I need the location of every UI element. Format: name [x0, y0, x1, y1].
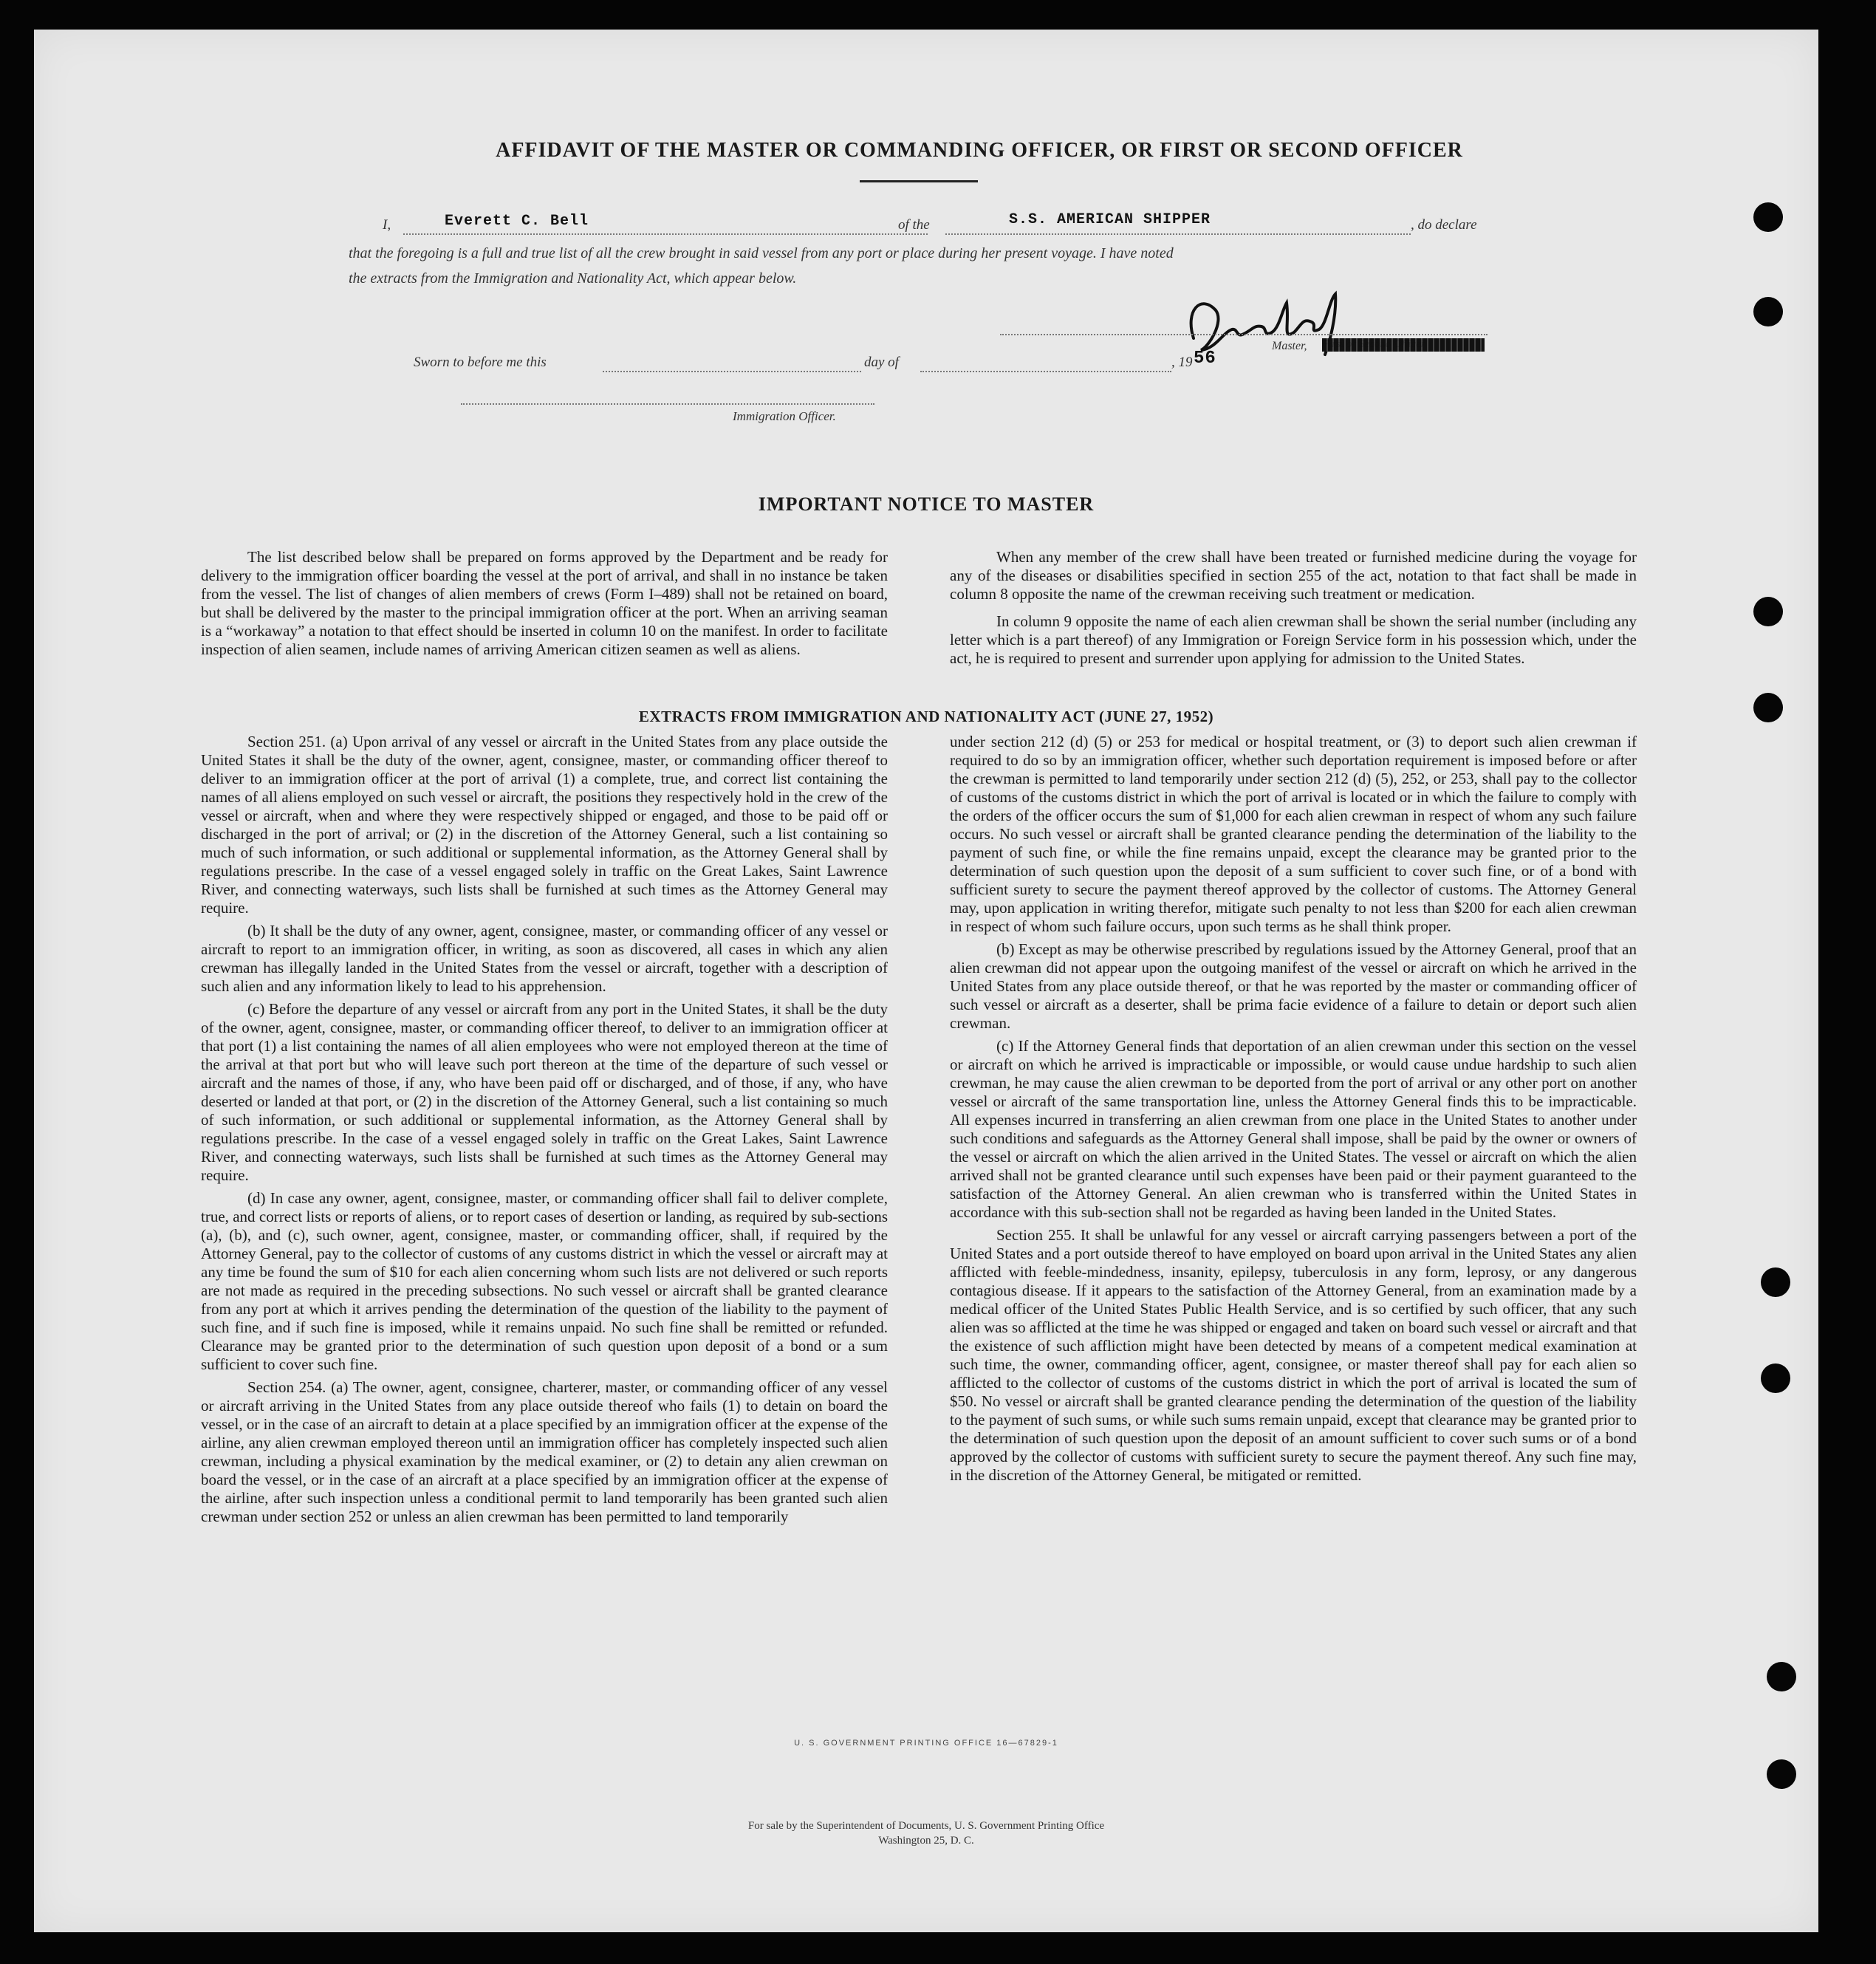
section-255: Section 255. It shall be unlawful for any vessel or aircraft carrying passengers between a port of the United States and a port outside thereof to have employed on board upon arrival in the United States any alien afflicted with feeble-mindedness, insanity, epilepsy, tuberculosis in any form, leprosy, or any dangerous contagious disease. If it appears to the satisfaction of the Attorney General, from an examination made by a medical officer of the United States Public Health Service, and is so certified by such officer, that any such alien was so afflicted at the time he was shipped or engaged and taken on board such vessel or aircraft and that the existence of such affliction might have been detected by means of a competent medical examination at such time, the owner, commanding officer, agent, consignee, or master thereof shall pay for each alien so afflicted to the collector of customs of the customs district in which the port of arrival is located the sum of $50. No vessel or aircraft shall be granted clearance pending the determination of the question of the liability to the payment of such sums, or while such sums remain unpaid, except that clearance may be granted prior to the determination of such question upon the deposit of an amount sufficient to cover such sums or of a bond approved by the collector of customs with sufficient surety to secure the payment thereof. Any such fine may, in the discretion of the Attorney General, be mitigated or remitted. [950, 1226, 1637, 1484]
notice-left-column [201, 548, 888, 659]
declaration-line-2: that the foregoing is a full and true list of all the crew brought in said vessel from any port or place during her present voyage. I have noted [349, 245, 1174, 261]
name-blank [403, 233, 928, 235]
punch-hole [1767, 1662, 1796, 1691]
notice-right-paragraph-1: When any member of the crew shall have been treated or furnished medicine during the voyage for any of the diseases or disabilities specified in section 255 of the act, notation to that fact shall be made in column 8 opposite the name of the crewman receiving such treatment or medication. [950, 548, 1637, 603]
of-the-label: of the [898, 217, 930, 233]
section-254a: Section 254. (a) The owner, agent, consignee, charterer, master, or commanding officer of any vessel or aircraft arriving in the United States from any place outside thereof who fails (1) to detain on board the vessel, or in the case of an aircraft to detain at a place specified by an immigration officer at the expense of the airline, any alien crewman employed thereon until an immigration officer has completely inspected such alien crewman, including a physical examination by the medical examiner, or (2) to detain any alien crewman on board the vessel, or in the case of an aircraft at a place specified by an immigration officer at the expense of the airline, after such inspection unless a conditional permit to land temporarily has been granted such alien crewman under section 252 or unless an alien crewman has been permitted to land temporarily [201, 1378, 888, 1525]
year-value: 56 [1194, 349, 1216, 369]
punch-hole [1753, 202, 1783, 232]
extracts-right-column [950, 733, 1637, 1485]
extracts-left-column [201, 733, 888, 1526]
vessel-name: S.S. AMERICAN SHIPPER [1009, 211, 1211, 228]
notice-right-paragraph-2: In column 9 opposite the name of each alien crewman shall be shown the serial number (including any letter which is a part thereof) of any Immigration or Foreign Service form in his possession which, under the act, he is required to present and surrender upon applying for admission to the United States. [950, 612, 1637, 667]
section-251d: (d) In case any owner, agent, consignee, master, or commanding officer shall fail to deliver complete, true, and correct lists or reports of aliens, or to report cases of desertion or landing, as required by sub-sections (a), (b), and (c), such owner, agent, consignee, master, or commanding officer, shall, if required by the Attorney General, pay to the collector of customs of any customs district in which the vessel or aircraft may at any time be found the sum of $10 for each alien concerning whom such lists are not delivered or such reports are not made as required in the preceding subsections. No such vessel or aircraft shall be granted clearance from any port at which it arrives pending the determination of the question of the liability to the payment of such fine, and if such fine is imposed, while it remains unpaid. No such fine shall be remitted or refunded. Clearance may be granted prior to the determination of such question upon deposit of a bond or a sum sufficient to cover such fine. [201, 1189, 888, 1373]
day-of-label: day of [864, 355, 899, 370]
signature-line [1000, 334, 1488, 335]
vessel-blank [945, 233, 1411, 235]
i-prefix: I, [383, 217, 391, 233]
affidavit-title: AFFIDAVIT OF THE MASTER OR COMMANDING OFFICER, OR FIRST OR SECOND OFFICER [496, 139, 1463, 162]
notice-right-column [950, 548, 1637, 668]
immigration-officer-label: Immigration Officer. [733, 409, 836, 423]
title-rule [860, 180, 978, 182]
struck-officer-label: First or Second Officer [1322, 338, 1485, 352]
punch-hole [1761, 1267, 1790, 1297]
punch-hole [1753, 297, 1783, 326]
section-254a-continued: under section 212 (d) (5) or 253 for medical or hospital treatment, or (3) to deport such alien crewman if required to do so by an immigration officer, whether such deportation requirement is imposed before or after the crewman is permitted to land temporarily under section 212 (d) (5), 252, or 253, shall pay to the collector of customs of the customs district in which the port of arrival is located or in which the failure to comply with the orders of the officer occurs the sum of $1,000 for each alien crewman in respect of whom any such failure occurs. No such vessel or aircraft shall be granted clearance pending the determination of the liability to the payment of such fine, or while the fine remains unpaid, except the clearance may be granted prior to the determination of such question upon the deposit of a sum sufficient to cover such fine, or of a bond with sufficient surety to secure the payment thereof approved by the collector of customs. The Attorney General may, upon application in writing therefor, mitigate such penalty to not less than $200 for each alien crewman in respect of whom such failure occurs, upon such terms as he shall think proper. [950, 733, 1637, 935]
punch-hole [1761, 1363, 1790, 1393]
punch-hole [1753, 597, 1783, 626]
section-254b: (b) Except as may be otherwise prescribed by regulations issued by the Attorney General, proof that an alien crewman did not appear upon the outgoing manifest of the vessel or aircraft on which he arrived in the United States from any place outside thereof, or that he was reported by the master or commanding officer of such vessel or aircraft as a deserter, shall be prima facie evidence of a failure to detain or deport such alien crewman. [950, 940, 1637, 1032]
sale-notice-line-1: For sale by the Superintendent of Documents, U. S. Government Printing Office [747, 1820, 1105, 1832]
punch-hole [1767, 1759, 1796, 1789]
sale-notice-line-2: Washington 25, D. C. [878, 1835, 974, 1847]
notice-title: IMPORTANT NOTICE TO MASTER [758, 493, 1095, 515]
notice-left-paragraph: The list described below shall be prepared on forms approved by the Department and be ready for delivery to the immigration officer boarding the vessel at the port of arrival, and shall in no instance be taken from the vessel. The list of changes of alien members of crews (Form I–489) shall not be retained on board, but shall be delivered by the master to the principal immigration officer at the port. When an arriving seaman is a “workaway” a notation to that effect should be inserted in column 10 on the manifest. In order to facilitate inspection of alien seamen, include names of arriving American citizen seamen as well as aliens. [201, 548, 888, 658]
section-251a: Section 251. (a) Upon arrival of any vessel or aircraft in the United States from any place outside the United States it shall be the duty of the owner, agent, consignee, master, or commanding officer thereof to deliver to an immigration officer at the port of arrival (1) a complete, true, and correct list containing the names of all aliens employed on such vessel or aircraft, the positions they respectively hold in the crew of the vessel or aircraft, when and where they were respectively shipped or engaged, and those to be paid off or discharged in the port of arrival; or (2) in the discretion of the Attorney General, such a list containing so much of such information, or such additional or supplemental information, as the Attorney General shall by regulations prescribe. In the case of a vessel engaged solely in traffic on the Great Lakes, Saint Lawrence River, and connecting waterways, such lists shall be furnished at such times as the Attorney General may require. [201, 733, 888, 917]
sworn-day-blank [603, 371, 861, 372]
sworn-month-blank [920, 371, 1171, 372]
extracts-title: EXTRACTS FROM IMMIGRATION AND NATIONALITY ACT (JUNE 27, 1952) [638, 708, 1214, 725]
declaration-line-3: the extracts from the Immigration and Nationality Act, which appear below. [349, 270, 797, 287]
immigration-officer-line [461, 403, 874, 405]
section-251c: (c) Before the departure of any vessel or aircraft from any port in the United States, it shall be the duty of the owner, agent, consignee, master, or commanding officer thereof, to deliver to an immigration officer at that port (1) a list containing the names of all alien employees who were not employed thereon at the time of the arrival at that port but who will leave such port thereon at the time of the departure of such vessel or aircraft and the names of those, if any, who have been paid off or discharged, and of those, if any, who have deserted or landed at that port, or (2) in the discretion of the Attorney General, such a list containing so much of such information, or such additional or supplemental information, as the Attorney General shall by regulations prescribe. In the case of a vessel engaged solely in traffic on the Great Lakes, Saint Lawrence River, and connecting waterways, such lists shall be furnished at such times as the Attorney General may require. [201, 1000, 888, 1184]
officer-name: Everett C. Bell [445, 213, 589, 230]
do-declare-label: , do declare [1411, 217, 1477, 233]
document-page [34, 30, 1818, 1932]
section-254c: (c) If the Attorney General finds that deportation of an alien crewman under this section on the vessel or aircraft on which he arrived is impracticable or impossible, or would cause undue hardship to such alien crewman, he may cause the alien crewman to be deported from the port of arrival or any other port on another vessel or aircraft of the same transportation line, unless the Attorney General finds this to be impracticable. All expenses incurred in transferring an alien crewman from one place in the United States to another under such conditions and safeguards as the Attorney General shall impose, shall be paid by the owner or owners of the vessel or aircraft on which the alien arrived in the United States. The vessel or aircraft on which the alien arrived shall not be granted clearance until such expenses have been paid or their payment guaranteed to the satisfaction of the Attorney General. An alien crewman who is transferred within the United States in accordance with this sub-section shall not be regarded as having been landed in the United States. [950, 1037, 1637, 1221]
section-251b: (b) It shall be the duty of any owner, agent, consignee, master, or commanding officer of any vessel or aircraft to report to an immigration officer, in writing, as soon as discovered, all cases in which any alien crewman has illegally landed in the United States from the vessel or aircraft, together with a description of such alien and any information likely to lead to his apprehension. [201, 922, 888, 995]
printing-office-imprint: U. S. GOVERNMENT PRINTING OFFICE 16—67829-1 [794, 1739, 1058, 1748]
sworn-label: Sworn to before me this [414, 355, 547, 370]
master-label: Master, [1272, 340, 1307, 352]
year-prefix: , 19 [1171, 355, 1193, 370]
